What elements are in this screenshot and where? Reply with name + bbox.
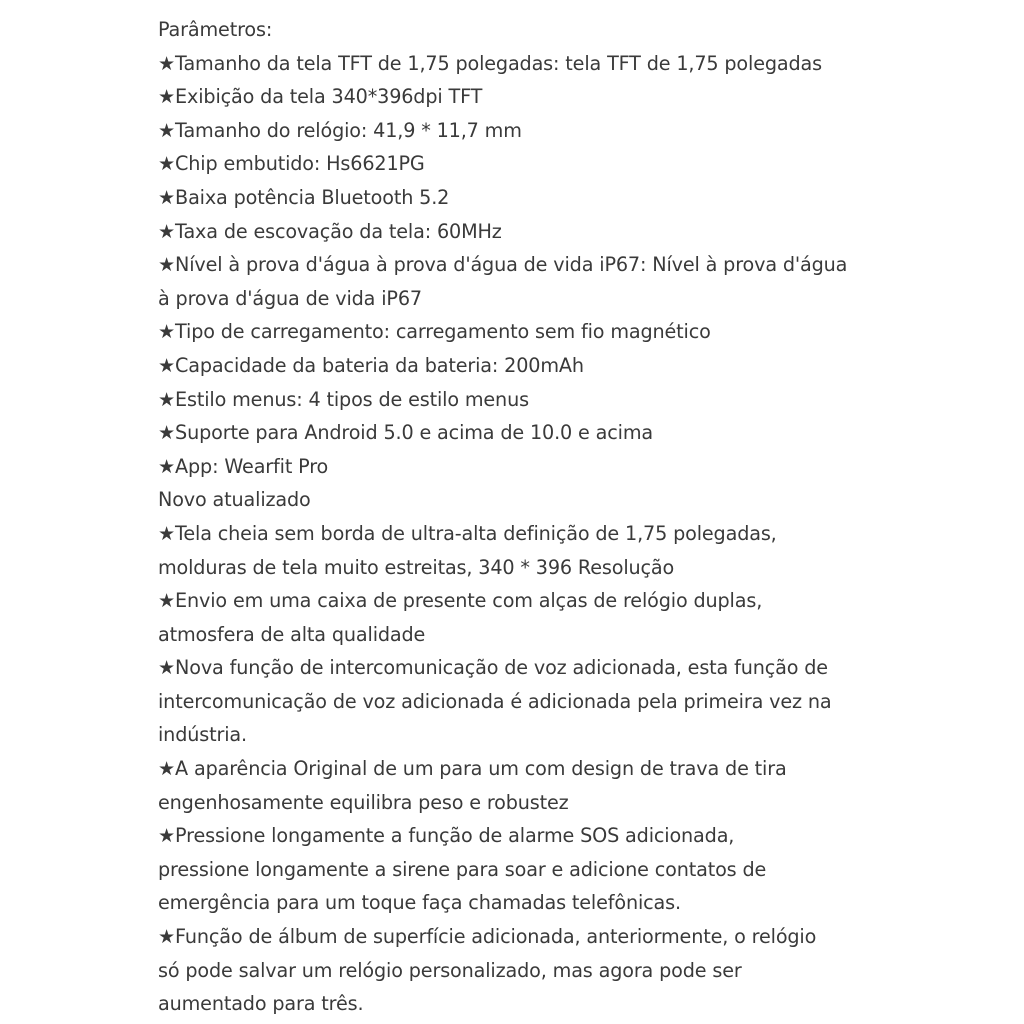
feature-sos-alarm-continued: pressione longamente a sirene para soar e adicione contatos de xyxy=(158,857,767,881)
feature-voice-intercom-continued: intercomunicação de voz adicionada é adicionada pela primeira vez na xyxy=(158,689,832,713)
product-description xyxy=(158,13,858,1021)
spec-watch-size: ★Tamanho do relógio: 41,9 * 11,7 mm xyxy=(158,118,522,142)
feature-strap-lock-continued: engenhosamente equilibra peso e robustez xyxy=(158,790,569,814)
feature-sos-alarm-end: emergência para um toque faça chamadas telefônicas. xyxy=(158,891,681,915)
spec-waterproof-continued: à prova d'água de vida iP67 xyxy=(158,286,422,310)
spec-screen-size: ★Tamanho da tela TFT de 1,75 polegadas: tela TFT de 1,75 polegadas xyxy=(158,51,822,75)
feature-album-continued: só pode salvar um relógio personalizado, mas agora pode ser xyxy=(158,958,742,982)
spec-menu-style: ★Estilo menus: 4 tipos de estilo menus xyxy=(158,387,529,411)
feature-album-end: aumentado para três. xyxy=(158,992,364,1016)
spec-screen-display: ★Exibição da tela 340*396dpi TFT xyxy=(158,85,483,109)
feature-gift-box-continued: atmosfera de alta qualidade xyxy=(158,622,426,646)
feature-strap-lock: ★A aparência Original de um para um com design de trava de tira xyxy=(158,757,787,781)
spec-battery: ★Capacidade da bateria da bateria: 200mAh xyxy=(158,353,584,377)
spec-charging: ★Tipo de carregamento: carregamento sem fio magnético xyxy=(158,320,711,344)
spec-app: ★App: Wearfit Pro xyxy=(158,454,329,478)
feature-fullscreen-continued: molduras de tela muito estreitas, 340 * 396 Resolução xyxy=(158,555,675,579)
feature-album: ★Função de álbum de superfície adicionada, anteriormente, o relógio xyxy=(158,925,817,949)
feature-gift-box: ★Envio em uma caixa de presente com alças de relógio duplas, xyxy=(158,589,763,613)
spec-refresh-rate: ★Taxa de escovação da tela: 60MHz xyxy=(158,219,502,243)
spec-waterproof: ★Nível à prova d'água à prova d'água de vida iP67: Nível à prova d'água xyxy=(158,253,848,277)
spec-android-support: ★Suporte para Android 5.0 e acima de 10.0 e acima xyxy=(158,421,653,445)
feature-voice-intercom: ★Nova função de intercomunicação de voz adicionada, esta função de xyxy=(158,656,828,680)
feature-sos-alarm: ★Pressione longamente a função de alarme SOS adicionada, xyxy=(158,824,735,848)
spec-bluetooth: ★Baixa potência Bluetooth 5.2 xyxy=(158,185,450,209)
feature-voice-intercom-end: indústria. xyxy=(158,723,247,747)
spec-chip: ★Chip embutido: Hs6621PG xyxy=(158,152,425,176)
section-heading-updated: Novo atualizado xyxy=(158,488,311,512)
section-heading-parametros: Parâmetros: xyxy=(158,18,273,41)
feature-fullscreen: ★Tela cheia sem borda de ultra-alta definição de 1,75 polegadas, xyxy=(158,521,777,545)
